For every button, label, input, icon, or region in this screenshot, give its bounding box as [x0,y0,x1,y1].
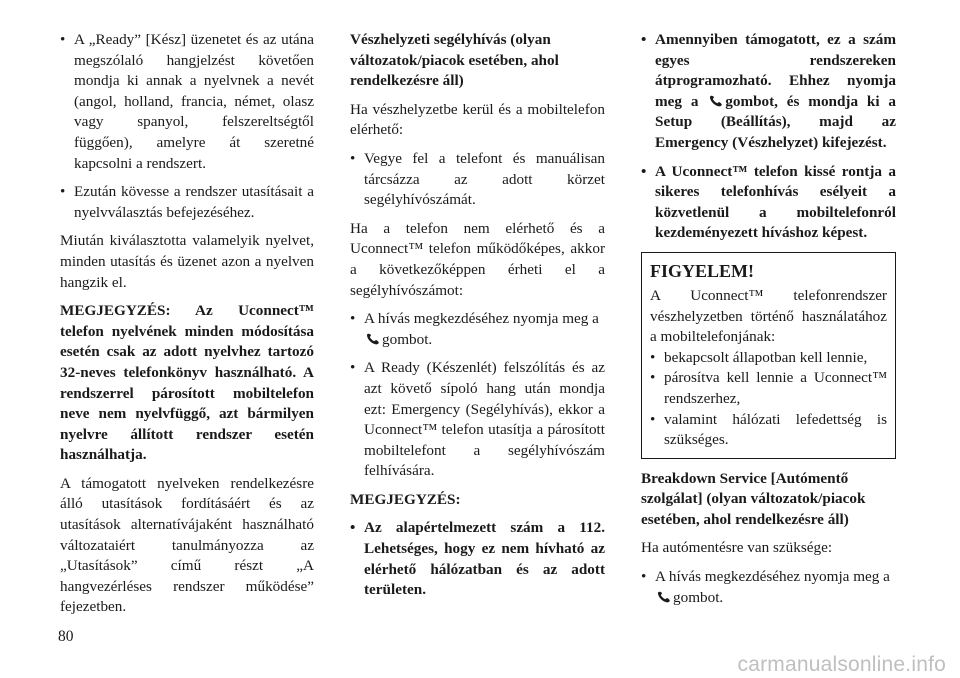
warning-title: FIGYELEM! [650,260,755,281]
list-item: • Ezután kövesse a rendszer utasításait a nyelvválasztás befejezéséhez. [60,183,314,221]
paragraph: Miután kiválasztotta valamelyik nyelvet, minden utasítás és üzenet azon a nyelven hangzik el. [60,232,314,291]
warning-item: • valamint hálózati lefedettség is szükséges. [650,410,887,449]
warning-item: • bekapcsolt állapotban kell lennie, [650,348,868,366]
warning-text: A Uconnect™ telefonrendszer vészhelyzetben történő használatához a mobiltelefonjának: [650,286,887,346]
list-item: • Amennyiben támogatott, ez a szám egyes rendszereken átprogramozható. Ehhez nyomja meg a gombot, és mondja ki a Setup (Beállítás), majd az Emergency (Vészhelyzet) kifejezést. [641,31,896,151]
warning-box [641,252,896,459]
list-item: • A „Ready” [Kész] üzenetet és az utána megszólaló hangjelzést követően mondja ki annak a nyelvnek a nevét (angol, holland, francia, német, olasz vagy spanyol, felszereltségtől függően), amelyre át szeretné kapcsolni a rendszert. [60,31,314,172]
paragraph: Ha a telefon nem elérhető és a Uconnect™ telefon működőképes, akkor a következőképpen érheti el a segélyhívószámot: [350,219,605,299]
watermark-footer: carmanualsonline.info [737,653,946,676]
list-item: • A hívás megkezdéséhez nyomja meg a gombot. [350,310,599,348]
list-item: • Az alapértelmezett szám a 112. Lehetséges, hogy ez nem hívható az elérhető hálózatban és az adott területen. [350,519,605,599]
column-middle [350,30,605,609]
list-item: • A hívás megkezdéséhez nyomja meg a gombot. [641,568,890,606]
paragraph: A támogatott nyelveken rendelkezésre álló utasítások fordításáért és az utasítások alternatívájaként használható változataiért tanulmányozza az „Utasítások” című részt „A hangvezérléses rendszer működése” fejezetben. [60,474,314,616]
section-heading: Vészhelyzeti segélyhívás (olyan változatok/piacok esetében, ahol rendelkezésre áll) [350,31,559,90]
list-item: • A Uconnect™ telefon kissé rontja a sikeres telefonhívás esélyeit a közvetlenül a mobiltelefonról kezdeményezett híváshoz képest. [641,162,896,242]
phone-icon [657,591,671,603]
note-paragraph: MEGJEGYZÉS: Az Uconnect™ telefon nyelvének minden módosítása esetén csak az adott nyelvhez tartozó 32-neves telefonkönyv használható. A rendszerrel párosított mobiltelefon neve nem nyelvfüggő, azt bármilyen nyelvre állított rendszer esetén használhatja. [60,302,314,464]
column-right [641,30,896,616]
note-heading: MEGJEGYZÉS: [350,490,461,508]
paragraph: Ha autómentésre van szüksége: [641,539,833,557]
list-item: • Vegye fel a telefont és manuálisan tárcsázza az adott körzet segélyhívószámát. [350,149,605,209]
column-left [60,30,314,626]
warning-item: • párosítva kell lennie a Uconnect™ rendszerhez, [650,369,887,407]
paragraph: Ha vészhelyzetbe kerül és a mobiltelefon elérhető: [350,100,605,139]
phone-icon [709,95,723,107]
section-heading: Breakdown Service [Autómentő szolgálat] (olyan változatok/piacok esetében, ahol rendelkezésre áll) [641,469,866,528]
page-number: 80 [58,628,74,645]
list-item: • A Ready (Készenlét) felszólítás és az azt követő sípoló hang után mondja ezt: Emergency (Segélyhívás), ekkor a Uconnect™ telefon utasítja a párosított mobiltelefont a segélyhívószám felhívására. [350,359,605,480]
phone-icon [366,333,380,345]
